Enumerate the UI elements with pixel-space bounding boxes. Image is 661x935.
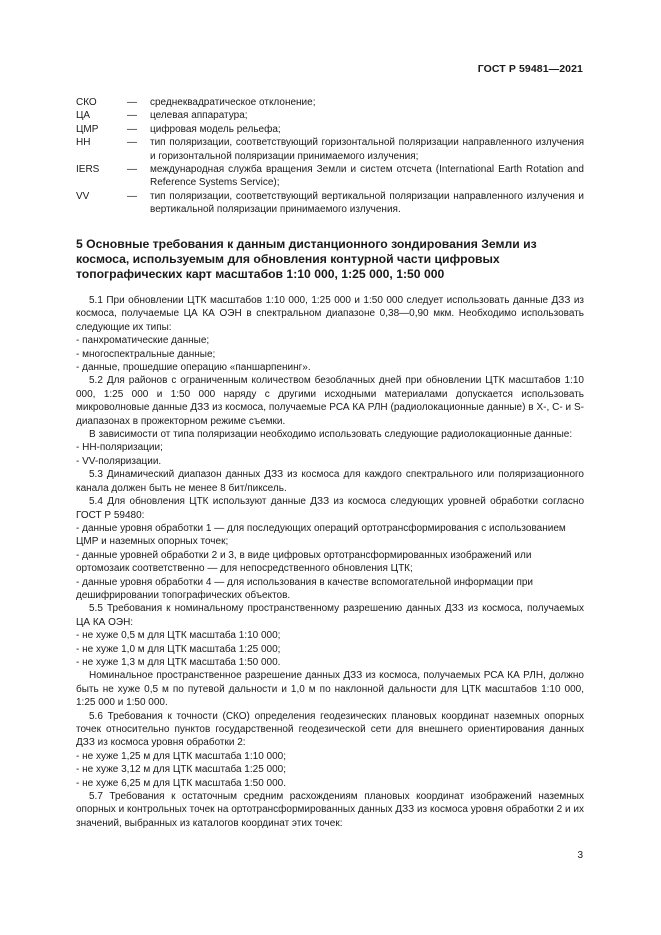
abbreviation-dash: — <box>127 97 137 108</box>
list-item: - не хуже 1,0 м для ЦТК масштаба 1:25 000; <box>76 643 281 655</box>
paragraph: 5.2 Для районов с ограниченным количеством безоблачных дней при обновлении ЦТК масштабов 1:10 000, 1:25 000 и 1:50 000 наряду с другими исходными материалами допускается использовать микроволновые данные ДЗЗ из космоса, получаемые РСА КА РЛН (радиолокационные данные) в X-, C- и S- диапазонах в прожекторном режиме съемки. <box>76 375 584 427</box>
paragraph: 5.7 Требования к остаточным средним расхождениям плановых координат изображений наземных опорных и контрольных точек на ортотрансформированных данных ДЗЗ из космоса уровня обработки 2 и их значений, выбранных из каталогов координат этих точек: <box>76 791 584 829</box>
abbreviations-list <box>76 96 584 217</box>
document-header: ГОСТ Р 59481—2021 <box>477 63 583 75</box>
list-item: - многоспектральные данные; <box>76 348 216 360</box>
paragraph: В зависимости от типа поляризации необходимо использовать следующие радиолокационные данные: <box>89 429 573 441</box>
paragraph: 5.5 Требования к номинальному пространственному разрешению данных ДЗЗ из космоса, получаемых ЦА КА ОЭН: <box>76 603 584 628</box>
list-item: - не хуже 3,12 м для ЦТК масштаба 1:25 000; <box>76 764 287 776</box>
paragraph: 5.3 Динамический диапазон данных ДЗЗ из космоса для каждого спектрального или поляризационного канала должен быть не менее 8 бит/пиксель. <box>76 469 584 494</box>
list-item: - не хуже 1,3 м для ЦТК масштаба 1:50 000. <box>76 656 281 668</box>
section-heading: 5 Основные требования к данным дистанционного зондирования Земли из космоса, используемым для обновления контурной части цифровых топографических карт масштабов 1:10 000, 1:25 000, 1:50 000 <box>76 237 537 282</box>
section-body <box>76 294 584 830</box>
abbreviation-definition: цифровая модель рельефа; <box>150 123 281 135</box>
paragraph: 5.4 Для обновления ЦТК используют данные ДЗЗ из космоса следующих уровней обработки согласно ГОСТ Р 59480: <box>76 496 584 521</box>
abbreviation-definition: среднеквадратическое отклонение; <box>150 97 316 108</box>
abbreviation-definition: международная служба вращения Земли и систем отсчета (International Earth Rotation and Reference Systems Service); <box>150 164 584 189</box>
abbreviation-row <box>76 96 584 109</box>
abbreviation-definition: тип поляризации, соответствующий горизонтальной поляризации направленного излучения и горизонтальной поляризации принимаемого излучения; <box>150 137 584 162</box>
list-item: - не хуже 1,25 м для ЦТК масштаба 1:10 000; <box>76 750 287 762</box>
abbreviation-term: НН <box>76 137 91 149</box>
list-item: - данные уровней обработки 2 и 3, в виде цифровых ортотрансформированных изображений или ортомозаик соответственно — для непосредственного обновления ЦТК; <box>76 549 532 575</box>
page-number: 3 <box>577 850 583 861</box>
list-item: - данные уровня обработки 4 — для использования в качестве вспомогательной информации при дешифрировании топографических объектов. <box>76 576 534 601</box>
abbreviation-definition: тип поляризации, соответствующий вертикальной поляризации направленного излучения и вертикальной поляризации принимаемого излучения. <box>150 190 584 216</box>
abbreviation-definition: целевая аппаратура; <box>150 110 248 122</box>
paragraph: 5.6 Требования к точности (СКО) определения геодезических плановых координат наземных опорных точек относительно пунктов государственной геодезической сети для внешнего ориентирования данных ДЗЗ из космоса уровня обработки 2: <box>76 710 584 749</box>
list-item: - VV-поляризации. <box>76 455 162 467</box>
abbreviation-dash: — <box>127 137 137 149</box>
abbreviation-row <box>76 136 584 163</box>
abbreviation-dash: — <box>127 110 137 122</box>
list-item: - данные, прошедшие операцию «паншарпенинг». <box>76 362 311 374</box>
list-item: - НН-поляризации; <box>76 442 163 454</box>
abbreviation-dash: — <box>127 123 137 135</box>
abbreviation-row <box>76 163 584 190</box>
abbreviation-term: СКО <box>76 97 97 108</box>
abbreviation-term: VV <box>76 190 90 202</box>
abbreviation-term: ЦМР <box>76 123 99 135</box>
abbreviation-row <box>76 109 584 122</box>
list-item: - не хуже 0,5 м для ЦТК масштаба 1:10 000; <box>76 630 281 642</box>
abbreviation-dash: — <box>127 190 137 202</box>
list-item: - панхроматические данные; <box>76 335 210 347</box>
abbreviation-row <box>76 190 584 217</box>
list-item: - не хуже 6,25 м для ЦТК масштаба 1:50 000. <box>76 777 287 789</box>
list-item: - данные уровня обработки 1 — для последующих операций ортотрансформирования с использованием ЦМР и наземных опорных точек; <box>76 522 566 548</box>
abbreviation-term: ЦА <box>76 110 91 122</box>
abbreviation-row <box>76 123 584 136</box>
abbreviation-term: IERS <box>76 164 100 176</box>
paragraph: Номинальное пространственное разрешение данных ДЗЗ из космоса, получаемых РСА КА РЛН, должно быть не хуже 0,5 м по путевой дальности и 1,0 м по наклонной дальности для ЦТК масштабов 1:10 000, 1:25 000 и 1:50 000. <box>76 670 584 709</box>
abbreviation-dash: — <box>127 164 137 176</box>
paragraph: 5.1 При обновлении ЦТК масштабов 1:10 000, 1:25 000 и 1:50 000 следует использовать данные ДЗЗ из космоса, получаемые ЦА КА ОЭН в спектральном диапазоне 0,38—0,90 мкм. Необходимо использовать следующие их типы: <box>76 295 584 333</box>
